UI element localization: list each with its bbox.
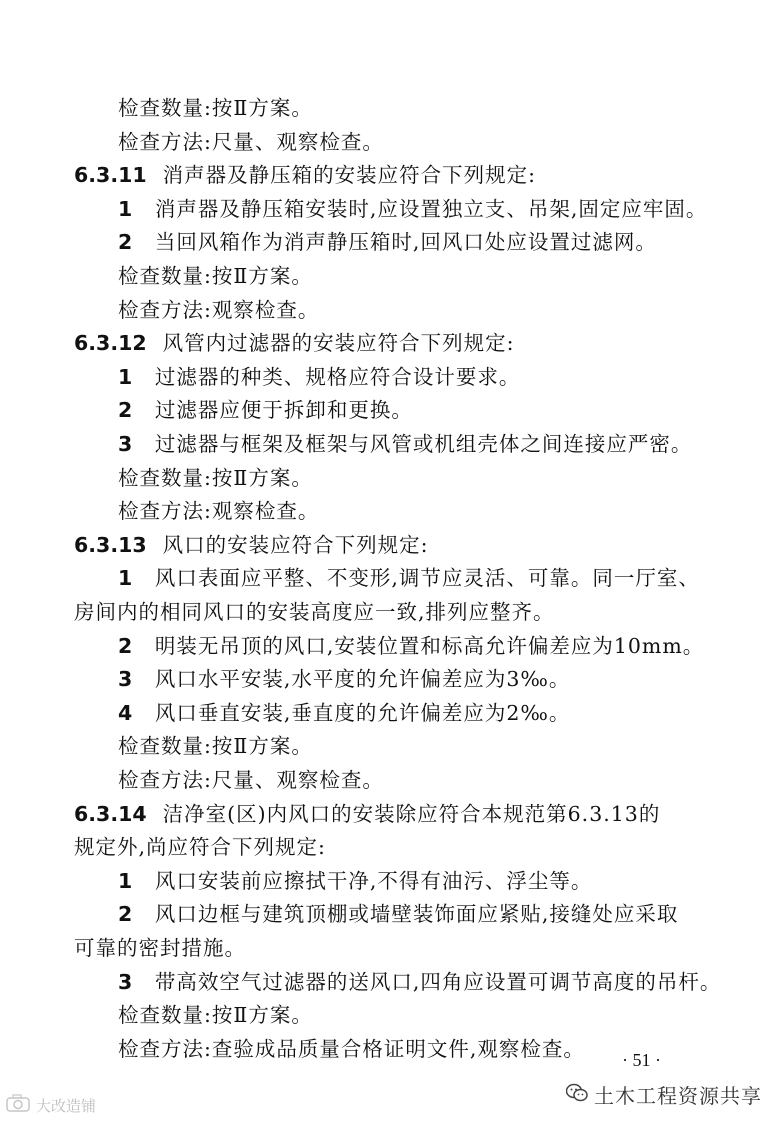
section-number: 6.3.14 [74, 801, 147, 826]
clause-item: 3 风口水平安装,水平度的允许偏差应为3‰。 [118, 667, 571, 692]
clause-item: 1 风口表面应平整、不变形,调节应灵活、可靠。同一厅室、 [118, 566, 700, 591]
clause-item: 3 带高效空气过滤器的送风口,四角应设置可调节高度的吊杆。 [118, 969, 722, 994]
watermark-left [6, 1094, 96, 1116]
text-line: 检查方法:观察检查。 [118, 297, 320, 322]
section-heading-6-3-14: 6.3.14 洁净室(区)内风口的安装除应符合本规范第6.3.13的 [74, 801, 661, 826]
text-line: 检查方法:尺量、观察检查。 [118, 768, 384, 792]
text-line: 检查数量:按Ⅱ方案。 [118, 264, 313, 288]
text-line: 检查方法:查验成品质量合格证明文件,观察检查。 [118, 1036, 585, 1061]
text-line: 可靠的密封措施。 [74, 936, 246, 960]
page-number: · 51 · [622, 1050, 661, 1070]
text-line-continuation: 房间内的相同风口的安装高度应一致,排列应整齐。 [74, 600, 555, 624]
clause-item: 3 过滤器与框架及框架与风管或机组壳体之间连接应严密。 [118, 432, 693, 456]
camera-icon [6, 1094, 32, 1116]
wechat-icon [566, 1083, 588, 1107]
clause-item: 4 风口垂直安装,垂直度的允许偏差应为2‰。 [118, 700, 571, 725]
clause-item: 1 风口安装前应擦拭干净,不得有油污、浮尘等。 [118, 868, 593, 893]
clause-item: 1 过滤器的种类、规格应符合设计要求。 [118, 364, 521, 389]
clause-item: 1 消声器及静压箱安装时,应设置独立支、吊架,固定应牢固。 [118, 196, 708, 221]
text-line-2: 检查方法:尺量、观察检查。 [118, 129, 384, 154]
watermark-right [566, 1080, 762, 1109]
section-number: 6.3.11 [74, 163, 147, 188]
section-heading-6-3-12: 6.3.12 风管内过滤器的安装应符合下列规定: [74, 331, 515, 356]
section-number: 6.3.12 [74, 331, 147, 356]
section-heading-6-3-11: 6.3.11 消声器及静压箱的安装应符合下列规定: [74, 163, 537, 188]
text-line: 检查数量:按Ⅱ方案。 [118, 465, 313, 490]
clause-item: 2 当回风箱作为消声静压箱时,回风口处应设置过滤网。 [118, 230, 657, 255]
clause-item: 2 风口边框与建筑顶棚或墙壁装饰面应紧贴,接缝处应采取 [118, 902, 679, 927]
text-line-1: 检查数量:按Ⅱ方案。 [118, 96, 313, 120]
text-line: 检查数量:按Ⅱ方案。 [118, 1003, 313, 1028]
text-line-continuation: 规定外,尚应符合下列规定: [74, 835, 326, 860]
clause-item: 2 过滤器应便于拆卸和更换。 [118, 398, 413, 423]
section-heading-6-3-13: 6.3.13 风口的安装应符合下列规定: [74, 532, 429, 557]
section-number: 6.3.13 [74, 532, 147, 557]
text-line: 检查数量:按Ⅱ方案。 [118, 734, 313, 759]
watermark-text-left: 大改造铺 [36, 1096, 97, 1115]
text-line: 检查方法:观察检查。 [118, 499, 320, 524]
clause-item: 2 明装无吊顶的风口,安装位置和标高允许偏差应为10mm。 [118, 633, 705, 658]
watermark-text: 土木工程资源共享 [594, 1084, 762, 1108]
